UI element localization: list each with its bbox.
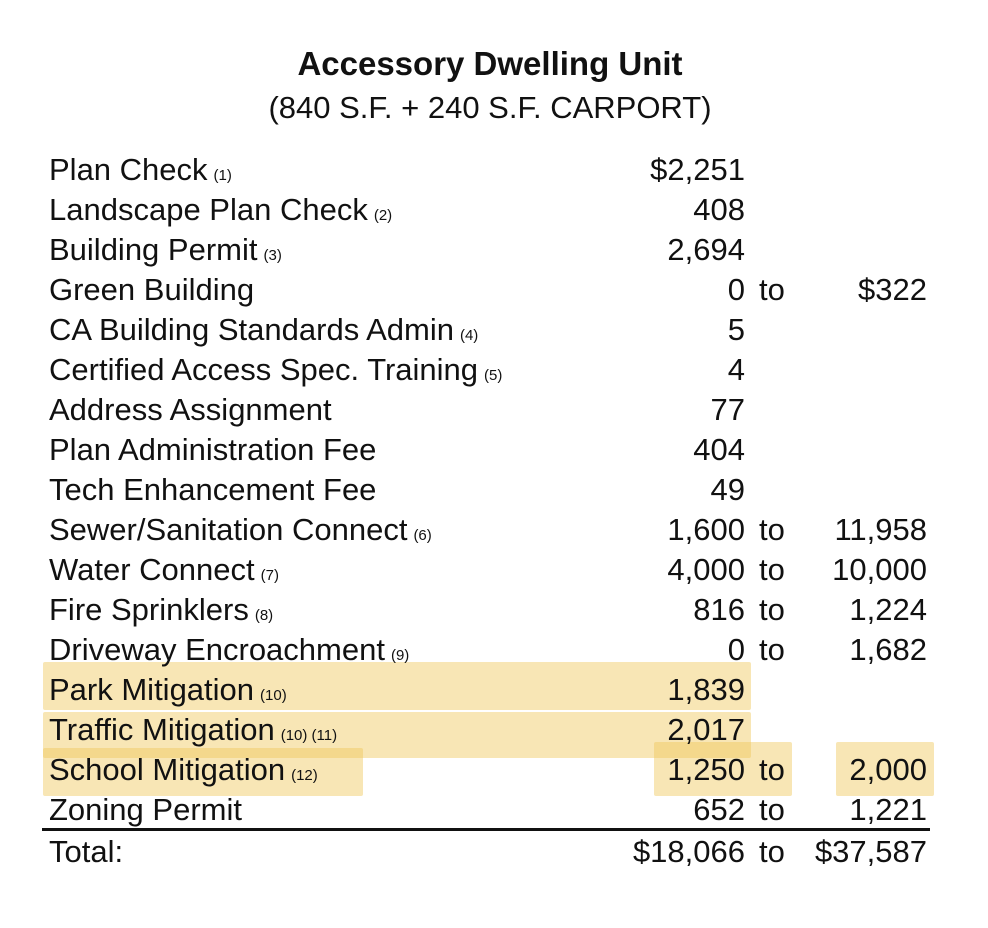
fee-label: Building Permit (3): [49, 232, 282, 267]
fee-label: Plan Check (1): [49, 152, 232, 187]
range-to: to: [759, 752, 785, 787]
fee-row: [0, 350, 988, 390]
footnote-ref: (12): [291, 767, 318, 784]
footnote-ref: (3): [263, 247, 282, 264]
fee-amount: $2,251: [650, 152, 745, 187]
fee-max: 2,000: [849, 752, 927, 787]
fee-max: $322: [858, 272, 927, 307]
fee-label: Address Assignment: [49, 392, 332, 427]
fee-amount: 816: [693, 592, 745, 627]
fee-max: 11,958: [834, 512, 927, 547]
fee-row: [0, 150, 988, 190]
fee-row: [0, 710, 988, 750]
footnote-ref: (2): [373, 207, 393, 224]
fee-amount: 1,839: [667, 672, 745, 707]
fee-label: Traffic Mitigation (10) (11): [49, 712, 338, 747]
total-max: $37,587: [814, 834, 927, 869]
fee-row: [0, 630, 988, 670]
fee-amount: 4,000: [667, 552, 745, 587]
range-to: to: [759, 834, 785, 869]
fee-amount: 652: [693, 792, 745, 827]
total-row: [0, 832, 988, 872]
fee-row: [0, 390, 988, 430]
fee-label: Tech Enhancement Fee: [49, 472, 377, 507]
fee-label: Sewer/Sanitation Connect (6): [49, 512, 432, 547]
footnote-ref: (4): [459, 327, 479, 344]
fee-amount: 2,694: [667, 232, 745, 267]
total-label: Total:: [49, 834, 124, 869]
fee-row: [0, 270, 988, 310]
fee-amount: 0: [727, 272, 745, 307]
range-to: to: [759, 272, 785, 307]
range-to: to: [759, 592, 785, 627]
fee-label: Driveway Encroachment (9): [49, 632, 410, 667]
footnote-ref: (5): [484, 367, 503, 384]
fee-label: Water Connect (7): [49, 552, 279, 587]
fee-row: [0, 790, 988, 830]
fee-amount: 2,017: [667, 712, 745, 747]
fee-row: [0, 430, 988, 470]
fee-amount: 77: [710, 392, 745, 427]
fee-max: 1,682: [849, 632, 927, 667]
fee-label: Park Mitigation (10): [49, 672, 287, 707]
footnote-ref: (9): [390, 647, 410, 664]
fee-label: School Mitigation (12): [49, 752, 318, 787]
fee-max: 10,000: [832, 552, 927, 587]
fee-max: 1,221: [849, 792, 927, 827]
footnote-ref: (7): [260, 567, 279, 584]
range-to: to: [759, 552, 785, 587]
fee-label: Fire Sprinklers (8): [49, 592, 274, 627]
fee-amount: 408: [693, 192, 745, 227]
fee-label: Plan Administration Fee: [49, 432, 377, 467]
fee-amount: 4: [727, 352, 745, 387]
footnote-ref: (6): [413, 527, 432, 544]
footnote-ref: (8): [254, 607, 274, 624]
page-title: Accessory Dwelling Unit: [297, 45, 683, 82]
fee-label: CA Building Standards Admin (4): [49, 312, 479, 347]
fee-label: Green Building: [49, 272, 255, 307]
fee-row: [0, 550, 988, 590]
fee-row: [0, 190, 988, 230]
footnote-ref: (10) (11): [280, 727, 338, 744]
total-divider: [42, 828, 930, 831]
total-min: $18,066: [632, 834, 745, 869]
fee-max: 1,224: [849, 592, 927, 627]
fee-amount: 404: [693, 432, 745, 467]
footnote-ref: (10): [260, 687, 287, 704]
page-subtitle: (840 S.F. + 240 S.F. CARPORT): [268, 90, 712, 125]
fee-row: [0, 470, 988, 510]
fee-row: [0, 230, 988, 270]
footnote-ref: (1): [213, 167, 232, 184]
fee-row: [0, 310, 988, 350]
fee-row: [0, 670, 988, 710]
range-to: to: [759, 512, 785, 547]
fee-amount: 49: [710, 472, 745, 507]
fee-row: [0, 510, 988, 550]
fee-row: [0, 750, 988, 790]
range-to: to: [759, 792, 785, 827]
fee-amount: 5: [727, 312, 745, 347]
range-to: to: [759, 632, 785, 667]
fee-amount: 0: [727, 632, 745, 667]
fee-amount: 1,250: [667, 752, 745, 787]
fee-row: [0, 590, 988, 630]
fee-amount: 1,600: [667, 512, 745, 547]
fee-label: Landscape Plan Check (2): [49, 192, 393, 227]
fee-label: Zoning Permit: [49, 792, 242, 827]
fee-label: Certified Access Spec. Training (5): [49, 352, 503, 387]
